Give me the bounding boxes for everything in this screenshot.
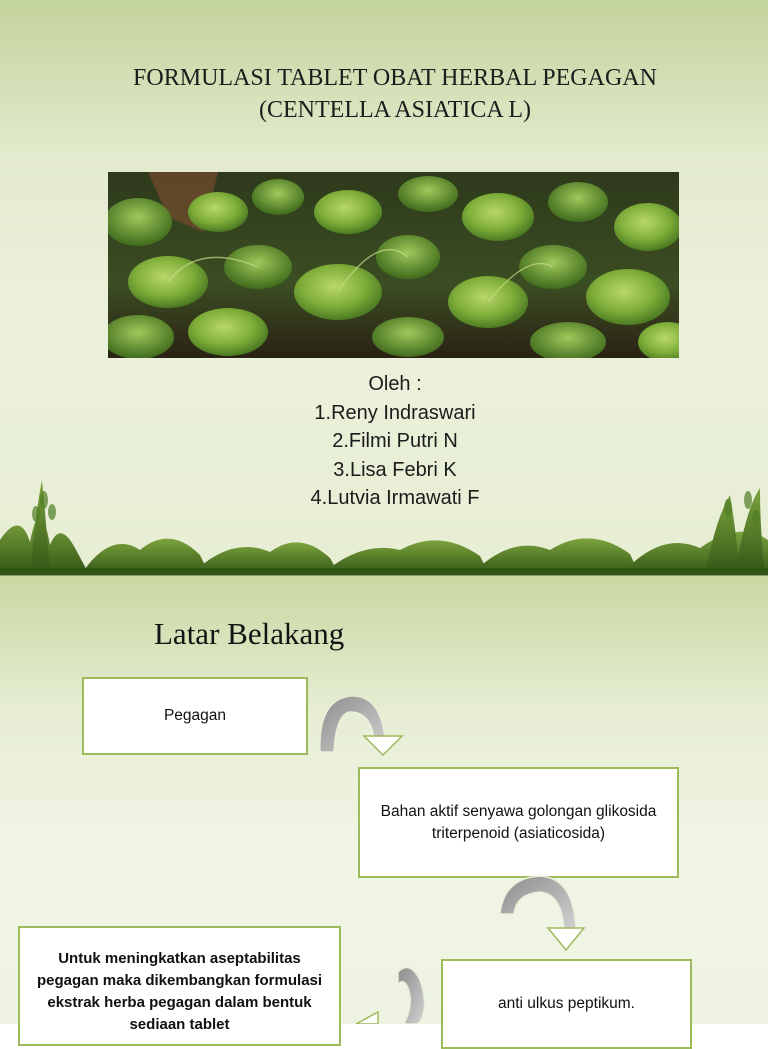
credits-heading: Oleh :: [368, 373, 422, 395]
box-pegagan: [82, 677, 308, 755]
title-line-1: FORMULASI TABLET OBAT HERBAL PEGAGAN: [133, 65, 657, 91]
grass-decoration: [0, 470, 768, 576]
centella-plant-photo: [108, 172, 679, 358]
box-pegagan-text: Pegagan: [163, 707, 227, 724]
title-line-2: (CENTELLA ASIATICA L): [259, 97, 531, 123]
box-anti-ulcer: [441, 959, 692, 1049]
section-title: Latar Belakang: [154, 616, 345, 651]
author-1: 1.Reny Indraswari: [314, 401, 476, 424]
presentation-title: [60, 62, 730, 126]
box-anti-ulcer-text: anti ulkus peptikum.: [498, 995, 635, 1012]
author-3: 3.Lisa Febri K: [333, 458, 457, 481]
box-formulation-text: Untuk meningkatkan aseptabilitas pegagan maka dikembangkan formulasi ekstrak herba pegagan dalam bentuk sediaan tablet: [36, 950, 323, 1033]
box-formulation: [18, 926, 341, 1046]
author-2: 2.Filmi Putri N: [332, 430, 458, 452]
box-active-compound-text: Bahan aktif senyawa golongan glikosida triterpenoid (asiaticosida): [380, 802, 657, 842]
box-active-compound: [358, 767, 679, 878]
author-4: 4.Lutvia Irmawati F: [310, 487, 480, 509]
